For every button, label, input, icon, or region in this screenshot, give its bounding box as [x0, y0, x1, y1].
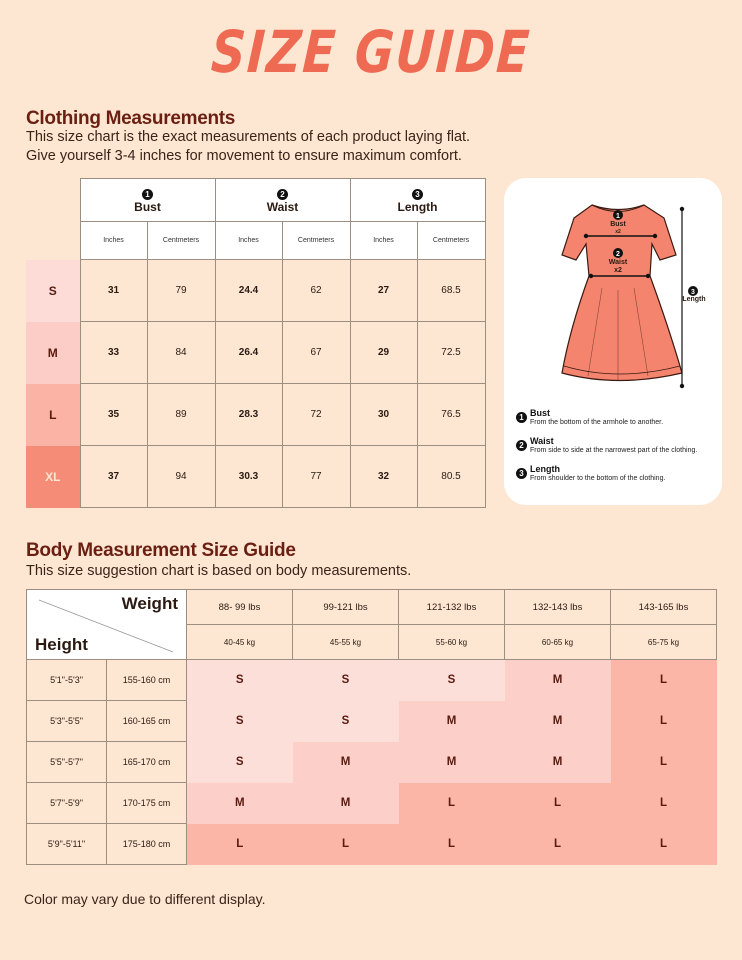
size-cell: L	[505, 824, 611, 865]
weight-lbs-header: 88- 99 lbs	[187, 590, 293, 625]
height-ft: 5'7"-5'9"	[27, 783, 107, 824]
dress-diagram-card	[504, 178, 722, 505]
cell: 24.4	[215, 260, 282, 322]
unit-inches: Inches	[80, 222, 147, 260]
size-cell: L	[399, 824, 505, 865]
bust-header	[80, 179, 215, 222]
number-badge-3: 3	[516, 468, 527, 479]
size-cell: M	[505, 742, 611, 783]
size-cell: S	[187, 660, 293, 701]
body-measurement-table	[26, 589, 717, 865]
cell: 72	[282, 384, 350, 446]
table-row	[26, 260, 485, 322]
weight-kg-header: 45-55 kg	[293, 625, 399, 660]
clothing-desc-1: This size chart is the exact measurements of each product laying flat.	[26, 129, 471, 145]
height-ft: 5'1"-5'3"	[27, 660, 107, 701]
size-cell: M	[293, 783, 399, 824]
size-cell: L	[611, 701, 717, 742]
page-title: SIZE GUIDE	[209, 18, 533, 86]
size-cell: M	[293, 742, 399, 783]
legend-desc: From the bottom of the armhole to another.	[530, 419, 664, 426]
height-cm: 160-165 cm	[107, 701, 187, 742]
weight-label: Weight	[121, 594, 178, 613]
size-label-l: L	[26, 384, 80, 446]
bust-header-label: Bust	[134, 200, 161, 214]
size-cell: S	[187, 701, 293, 742]
cell: 84	[147, 322, 215, 384]
size-cell: L	[293, 824, 399, 865]
size-cell: M	[505, 701, 611, 742]
cell: 26.4	[215, 322, 282, 384]
legend-desc: From shoulder to the bottom of the clothing.	[530, 475, 666, 482]
table-row	[27, 660, 717, 701]
size-cell: M	[399, 742, 505, 783]
size-cell: M	[399, 701, 505, 742]
cell: 80.5	[417, 446, 485, 508]
diagram-waist-label	[602, 259, 634, 275]
height-cm: 175-180 cm	[107, 824, 187, 865]
cell: 32	[350, 446, 417, 508]
table-row	[27, 783, 717, 824]
height-label: Height	[35, 635, 88, 654]
size-cell: L	[611, 824, 717, 865]
cell: 68.5	[417, 260, 485, 322]
size-cell: S	[399, 660, 505, 701]
length-header	[350, 179, 485, 222]
cell: 35	[80, 384, 147, 446]
svg-text:3: 3	[691, 289, 695, 296]
table-row	[27, 742, 717, 783]
height-cm: 170-175 cm	[107, 783, 187, 824]
cell: 29	[350, 322, 417, 384]
legend-title: Length	[530, 464, 560, 474]
height-ft: 5'3"-5'5"	[27, 701, 107, 742]
cell: 79	[147, 260, 215, 322]
weight-lbs-header: 132-143 lbs	[505, 590, 611, 625]
cell: 89	[147, 384, 215, 446]
waist-header	[215, 179, 350, 222]
cell: 33	[80, 322, 147, 384]
table-row	[27, 701, 717, 742]
table-row	[26, 322, 485, 384]
footer-note: Color may vary due to different display.	[24, 891, 266, 907]
cell: 77	[282, 446, 350, 508]
body-desc: This size suggestion chart is based on body measurements.	[26, 563, 412, 579]
unit-inches: Inches	[215, 222, 282, 260]
bust-label-text: Bust	[610, 221, 626, 228]
weight-kg-header: 60-65 kg	[505, 625, 611, 660]
size-cell: L	[611, 742, 717, 783]
weight-kg-header: 65-75 kg	[611, 625, 717, 660]
cell: 94	[147, 446, 215, 508]
size-label-s: S	[26, 260, 80, 322]
size-cell: M	[505, 660, 611, 701]
cell: 31	[80, 260, 147, 322]
svg-text:2: 2	[616, 251, 620, 258]
size-cell: L	[611, 783, 717, 824]
size-cell: L	[505, 783, 611, 824]
weight-lbs-header: 121-132 lbs	[399, 590, 505, 625]
size-label-xl: XL	[26, 446, 80, 508]
legend-item-waist	[516, 436, 716, 455]
size-cell: S	[187, 742, 293, 783]
legend-title: Bust	[530, 408, 550, 418]
blank-cell	[26, 179, 80, 222]
svg-text:1: 1	[616, 213, 620, 220]
weight-lbs-header: 143-165 lbs	[611, 590, 717, 625]
cell: 27	[350, 260, 417, 322]
unit-cm: Centmeters	[282, 222, 350, 260]
waist-header-label: Waist	[266, 200, 299, 214]
legend-title: Waist	[530, 436, 554, 446]
size-cell: L	[187, 824, 293, 865]
number-badge-1: 1	[142, 189, 153, 200]
size-cell: S	[293, 701, 399, 742]
cell: 30.3	[215, 446, 282, 508]
weight-kg-header: 40-45 kg	[187, 625, 293, 660]
number-badge-3: 3	[412, 189, 423, 200]
cell: 37	[80, 446, 147, 508]
size-cell: M	[187, 783, 293, 824]
size-cell: S	[293, 660, 399, 701]
size-cell: L	[611, 660, 717, 701]
table-row	[26, 446, 485, 508]
size-cell: L	[399, 783, 505, 824]
weight-lbs-header: 99-121 lbs	[293, 590, 399, 625]
cell: 72.5	[417, 322, 485, 384]
cell: 62	[282, 260, 350, 322]
bust-multiplier: x2	[615, 229, 621, 235]
length-header-label: Length	[397, 200, 438, 214]
unit-inches: Inches	[350, 222, 417, 260]
legend-desc: From side to side at the narrowest part of the clothing.	[530, 447, 698, 454]
body-heading: Body Measurement Size Guide	[26, 540, 296, 561]
cell: 30	[350, 384, 417, 446]
waist-label-text: Waist	[608, 259, 628, 266]
weight-kg-header: 55-60 kg	[399, 625, 505, 660]
number-badge-2: 2	[516, 440, 527, 451]
size-label-m: M	[26, 322, 80, 384]
legend-item-bust	[516, 408, 716, 427]
waist-multiplier: x2	[614, 267, 622, 274]
height-ft: 5'5"-5'7"	[27, 742, 107, 783]
clothing-measurements-table	[26, 178, 486, 508]
clothing-heading: Clothing Measurements	[26, 108, 236, 129]
height-cm: 165-170 cm	[107, 742, 187, 783]
diagram-length-label: Length	[682, 296, 706, 303]
unit-cm: Centmeters	[417, 222, 485, 260]
number-badge-2: 2	[277, 189, 288, 200]
table-row	[26, 384, 485, 446]
clothing-desc-2: Give yourself 3-4 inches for movement to ensure maximum comfort.	[26, 148, 462, 164]
cell: 76.5	[417, 384, 485, 446]
cell: 28.3	[215, 384, 282, 446]
unit-cm: Centmeters	[147, 222, 215, 260]
number-badge-1: 1	[516, 412, 527, 423]
table-row	[27, 824, 717, 865]
dress-illustration-icon	[504, 178, 722, 398]
diagram-bust-label	[602, 221, 634, 236]
blank-cell	[26, 222, 80, 260]
corner-cell	[27, 590, 187, 660]
height-ft: 5'9"-5'11"	[27, 824, 107, 865]
height-cm: 155-160 cm	[107, 660, 187, 701]
cell: 67	[282, 322, 350, 384]
legend-item-length	[516, 464, 716, 483]
